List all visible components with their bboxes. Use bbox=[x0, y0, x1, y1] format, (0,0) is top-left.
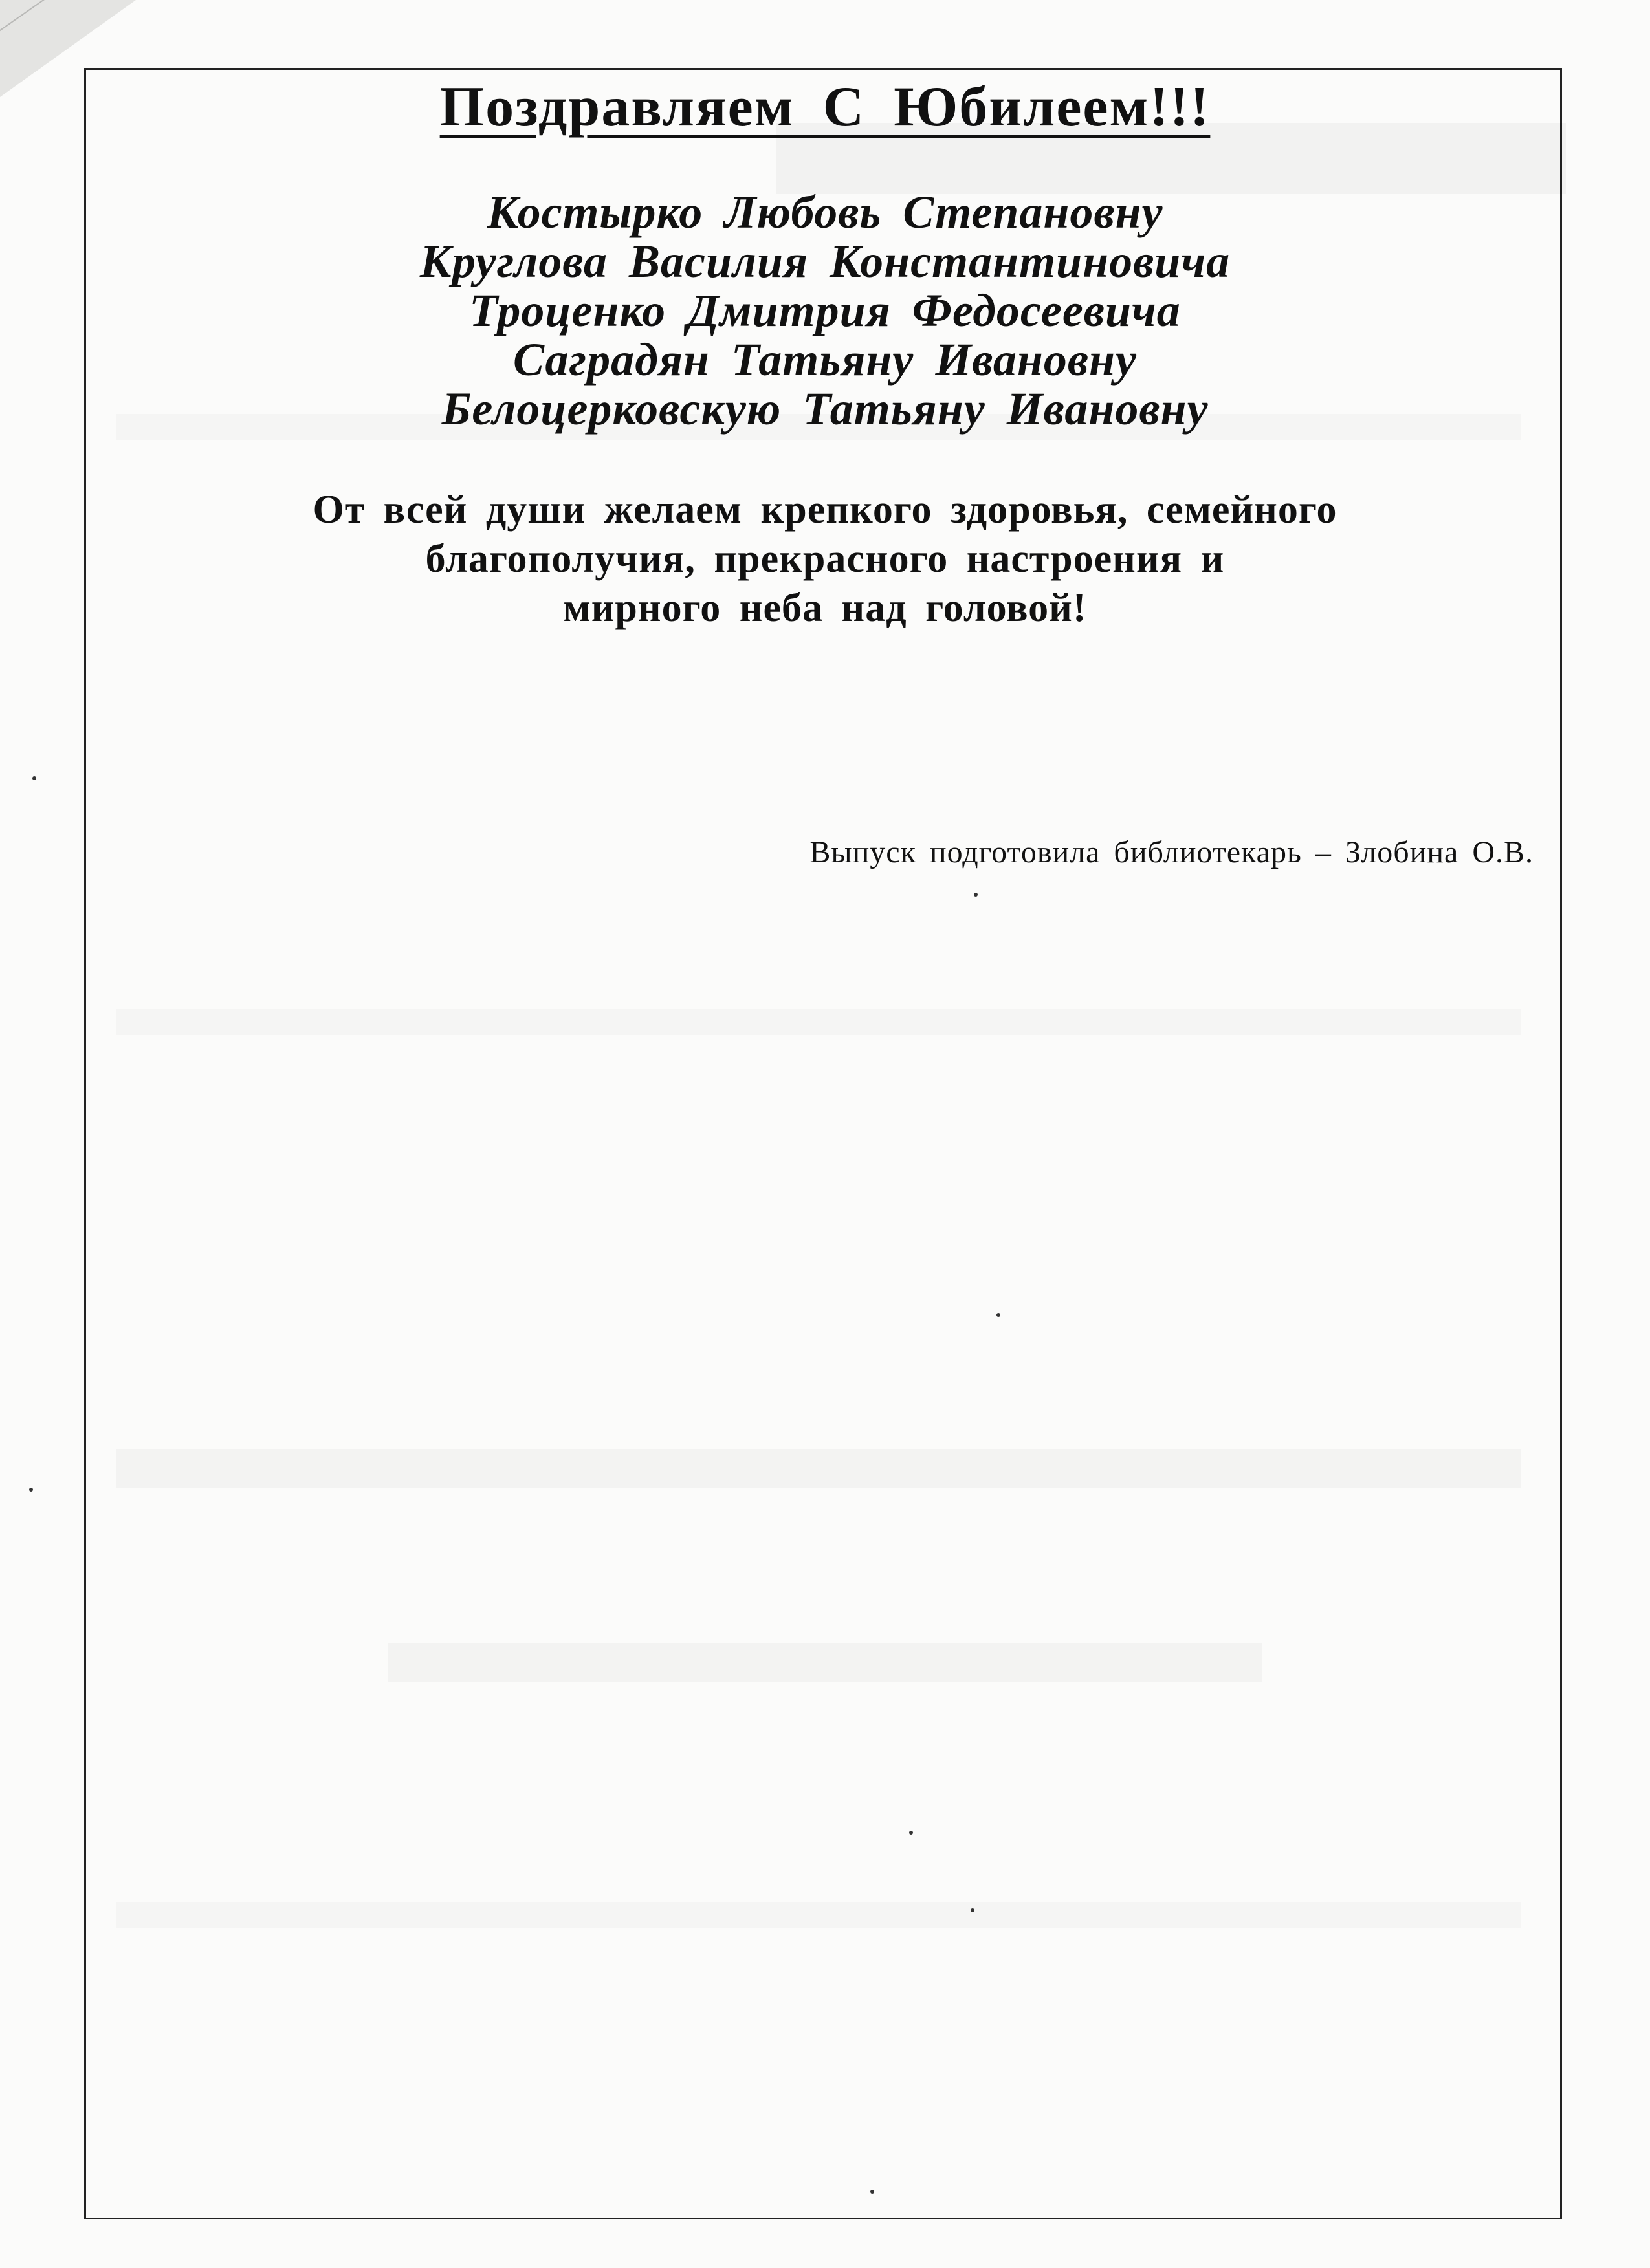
honoree-name: Троценко Дмитрия Федосеевича bbox=[469, 285, 1181, 336]
scan-speck bbox=[29, 1488, 33, 1492]
wishes-line: благополучия, прекрасного настроения и bbox=[425, 537, 1225, 581]
honoree-name: Костырко Любовь Степановну bbox=[487, 186, 1163, 238]
honoree-name: Круглова Василия Константиновича bbox=[419, 235, 1231, 287]
wishes-paragraph bbox=[0, 485, 1650, 633]
scan-speck bbox=[974, 893, 978, 897]
page-title: Поздравляем С Юбилеем!!! bbox=[439, 76, 1211, 138]
bleed-through-band bbox=[116, 1902, 1521, 1928]
bleed-through-band bbox=[116, 1449, 1521, 1488]
honoree-name: Саградян Татьяну Ивановну bbox=[513, 334, 1137, 386]
bleed-through-band bbox=[388, 1643, 1262, 1682]
scan-speck bbox=[971, 1908, 974, 1912]
scan-speck bbox=[870, 2190, 874, 2194]
wishes-line: От всей души желаем крепкого здоровья, семейного bbox=[313, 488, 1337, 532]
scan-speck bbox=[996, 1313, 1000, 1317]
author-credit: Выпуск подготовила библиотекарь – Злобина О.В. bbox=[809, 835, 1534, 869]
wishes-line: мирного неба над головой! bbox=[563, 586, 1087, 630]
honoree-name: Белоцерковскую Татьяну Ивановну bbox=[441, 383, 1209, 435]
scan-speck bbox=[32, 776, 36, 780]
scan-speck bbox=[909, 1831, 913, 1835]
honoree-list bbox=[0, 188, 1650, 433]
bleed-through-band bbox=[116, 1009, 1521, 1035]
